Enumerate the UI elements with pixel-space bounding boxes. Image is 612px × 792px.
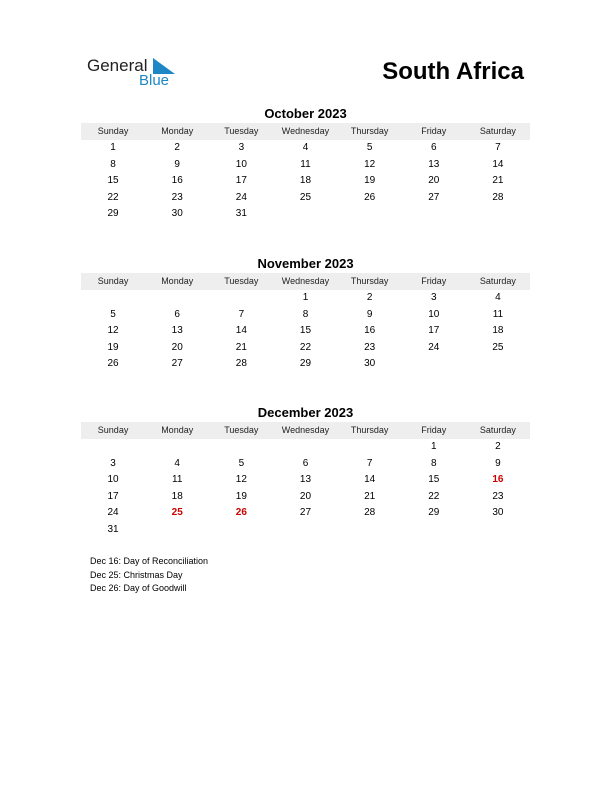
day-cell: 24 xyxy=(428,341,440,353)
day-cell: 21 xyxy=(492,175,504,187)
day-cell: 20 xyxy=(428,175,440,187)
weekday-label: Thursday xyxy=(350,425,389,435)
week-row xyxy=(81,206,530,223)
calendar-month xyxy=(81,256,530,373)
weekday-header xyxy=(81,123,530,140)
day-cell xyxy=(209,290,273,307)
weekday-label: Saturday xyxy=(479,126,516,136)
day-cell: 27 xyxy=(428,191,440,203)
day-cell: 2 xyxy=(174,142,180,153)
week-row xyxy=(81,505,530,522)
day-cell: 8 xyxy=(302,308,309,320)
day-cell: 26 xyxy=(235,507,247,519)
day-cell: 5 xyxy=(366,142,373,153)
day-cell: 24 xyxy=(107,507,119,519)
day-cell: 15 xyxy=(299,325,312,337)
logo-word-general: General xyxy=(87,56,148,75)
day-cell xyxy=(338,206,402,223)
day-cell: 3 xyxy=(430,292,437,303)
day-cell: 14 xyxy=(364,474,376,486)
week-row xyxy=(81,173,530,190)
day-cell: 12 xyxy=(235,474,247,486)
weekday-label: Monday xyxy=(161,126,194,136)
day-cell xyxy=(273,522,337,539)
weekday-label: Friday xyxy=(421,276,447,286)
day-cell: 9 xyxy=(495,457,501,469)
day-cell: 18 xyxy=(299,175,312,187)
day-cell: 17 xyxy=(235,175,247,187)
day-cell: 21 xyxy=(364,490,376,502)
day-cell xyxy=(466,356,530,373)
day-cell xyxy=(402,206,466,223)
month-title: December 2023 xyxy=(257,405,354,420)
day-cell xyxy=(145,522,209,539)
day-cell xyxy=(466,206,530,223)
day-cell: 11 xyxy=(300,158,311,170)
day-cell: 11 xyxy=(492,308,504,320)
day-cell xyxy=(209,522,273,539)
week-row xyxy=(81,439,530,456)
weekday-label: Friday xyxy=(421,425,447,435)
day-cell: 1 xyxy=(302,292,309,303)
weekday-label: Saturday xyxy=(479,276,516,286)
week-row xyxy=(81,489,530,506)
day-cell: 3 xyxy=(238,142,245,153)
week-row xyxy=(81,456,530,473)
day-cell: 15 xyxy=(107,175,119,187)
day-cell: 13 xyxy=(299,474,312,486)
day-cell: 6 xyxy=(302,457,309,469)
day-cell xyxy=(145,290,209,307)
weekday-label: Friday xyxy=(421,126,447,136)
day-cell: 30 xyxy=(364,358,376,370)
day-cell: 31 xyxy=(235,208,247,220)
week-row xyxy=(81,307,530,324)
day-cell xyxy=(273,439,337,456)
day-cell: 26 xyxy=(107,358,119,370)
week-row xyxy=(81,190,530,207)
day-cell: 7 xyxy=(495,142,501,153)
day-cell: 16 xyxy=(364,325,376,337)
day-cell xyxy=(81,439,145,456)
day-cell: 25 xyxy=(171,507,183,519)
weekday-label: Monday xyxy=(161,425,194,435)
day-cell: 8 xyxy=(430,457,437,469)
day-cell: 13 xyxy=(171,325,183,337)
day-cell: 29 xyxy=(107,208,119,220)
weekday-label: Wednesday xyxy=(281,126,330,136)
day-cell: 8 xyxy=(110,158,116,170)
day-cell: 10 xyxy=(107,474,119,486)
day-cell xyxy=(145,439,209,456)
holiday-list xyxy=(90,555,208,596)
day-cell: 12 xyxy=(107,325,119,337)
day-cell: 11 xyxy=(172,474,183,486)
day-cell: 23 xyxy=(492,490,504,502)
day-cell xyxy=(338,522,402,539)
week-row xyxy=(81,323,530,340)
calendar-month xyxy=(81,106,530,223)
day-cell: 22 xyxy=(428,490,440,502)
day-cell: 19 xyxy=(235,490,247,502)
day-cell: 5 xyxy=(238,457,245,469)
day-cell: 16 xyxy=(492,474,504,486)
day-cell: 9 xyxy=(174,158,180,170)
day-cell: 14 xyxy=(235,325,247,337)
day-cell: 20 xyxy=(299,490,312,502)
day-cell: 10 xyxy=(235,158,247,170)
day-cell xyxy=(81,290,145,307)
weekday-label: Tuesday xyxy=(224,425,259,435)
day-cell xyxy=(402,356,466,373)
day-cell: 20 xyxy=(171,341,183,353)
day-cell: 13 xyxy=(428,158,440,170)
holiday-item: Dec 26: Day of Goodwill xyxy=(90,583,187,593)
day-cell: 18 xyxy=(171,490,183,502)
weekday-label: Sunday xyxy=(97,276,129,286)
day-cell: 21 xyxy=(235,341,247,353)
day-cell: 27 xyxy=(171,358,183,370)
day-cell xyxy=(209,439,273,456)
weekday-header xyxy=(81,273,530,290)
day-cell: 1 xyxy=(110,142,116,153)
weekday-label: Tuesday xyxy=(224,276,259,286)
day-cell: 27 xyxy=(299,507,312,519)
weekday-label: Thursday xyxy=(350,276,389,286)
day-cell: 7 xyxy=(238,308,245,320)
day-cell: 5 xyxy=(110,308,116,320)
day-cell: 15 xyxy=(428,474,440,486)
logo-word-blue: Blue xyxy=(139,72,170,89)
day-cell: 9 xyxy=(366,308,373,320)
day-cell: 29 xyxy=(299,358,312,370)
day-cell: 17 xyxy=(107,490,119,502)
day-cell: 25 xyxy=(299,191,312,203)
day-cell: 1 xyxy=(430,441,437,452)
weekday-label: Monday xyxy=(161,276,194,286)
weekday-label: Tuesday xyxy=(224,126,259,136)
month-title: October 2023 xyxy=(264,106,347,121)
day-cell: 6 xyxy=(430,142,437,153)
day-cell: 10 xyxy=(428,308,440,320)
day-cell: 31 xyxy=(107,523,119,535)
day-cell: 2 xyxy=(495,441,501,452)
day-cell: 22 xyxy=(107,191,119,203)
day-cell: 28 xyxy=(364,507,376,519)
day-cell: 12 xyxy=(364,158,376,170)
logo xyxy=(87,56,187,92)
day-cell: 14 xyxy=(492,158,504,170)
day-cell: 23 xyxy=(364,341,376,353)
week-row xyxy=(81,157,530,174)
day-cell: 3 xyxy=(110,457,116,469)
week-row xyxy=(81,340,530,357)
calendar-month xyxy=(81,405,530,539)
day-cell: 4 xyxy=(302,142,309,153)
day-cell: 23 xyxy=(171,191,183,203)
holiday-item: Dec 25: Christmas Day xyxy=(90,569,183,580)
day-cell: 19 xyxy=(107,341,119,353)
day-cell xyxy=(338,439,402,456)
weekday-label: Wednesday xyxy=(281,276,330,286)
country-title: South Africa xyxy=(382,58,524,85)
day-cell: 28 xyxy=(235,358,247,370)
day-cell: 29 xyxy=(428,507,440,519)
weekday-label: Wednesday xyxy=(281,425,330,435)
week-row xyxy=(81,522,530,539)
week-row xyxy=(81,472,530,489)
weekday-label: Saturday xyxy=(479,425,516,435)
day-cell: 4 xyxy=(495,292,501,303)
day-cell xyxy=(402,522,466,539)
day-cell: 30 xyxy=(492,507,504,519)
weekday-label: Sunday xyxy=(97,126,129,136)
day-cell: 17 xyxy=(428,325,440,337)
day-cell: 25 xyxy=(492,341,504,353)
weekday-label: Sunday xyxy=(97,425,129,435)
day-cell xyxy=(466,522,530,539)
month-title: November 2023 xyxy=(257,256,354,271)
day-cell xyxy=(273,206,337,223)
week-row xyxy=(81,140,530,157)
day-cell: 4 xyxy=(174,457,180,469)
holiday-item: Dec 16: Day of Reconciliation xyxy=(90,556,209,566)
day-cell: 30 xyxy=(171,208,183,220)
day-cell: 26 xyxy=(364,191,376,203)
weekday-header xyxy=(81,422,530,439)
day-cell: 16 xyxy=(171,175,183,187)
day-cell: 18 xyxy=(492,325,504,337)
day-cell: 19 xyxy=(364,175,376,187)
day-cell: 28 xyxy=(492,191,504,203)
day-cell: 24 xyxy=(235,191,247,203)
weekday-label: Thursday xyxy=(350,126,389,136)
day-cell: 6 xyxy=(174,308,180,320)
day-cell: 7 xyxy=(366,457,373,469)
day-cell: 2 xyxy=(366,292,373,303)
week-row xyxy=(81,356,530,373)
day-cell: 22 xyxy=(299,341,312,353)
week-row xyxy=(81,290,530,307)
